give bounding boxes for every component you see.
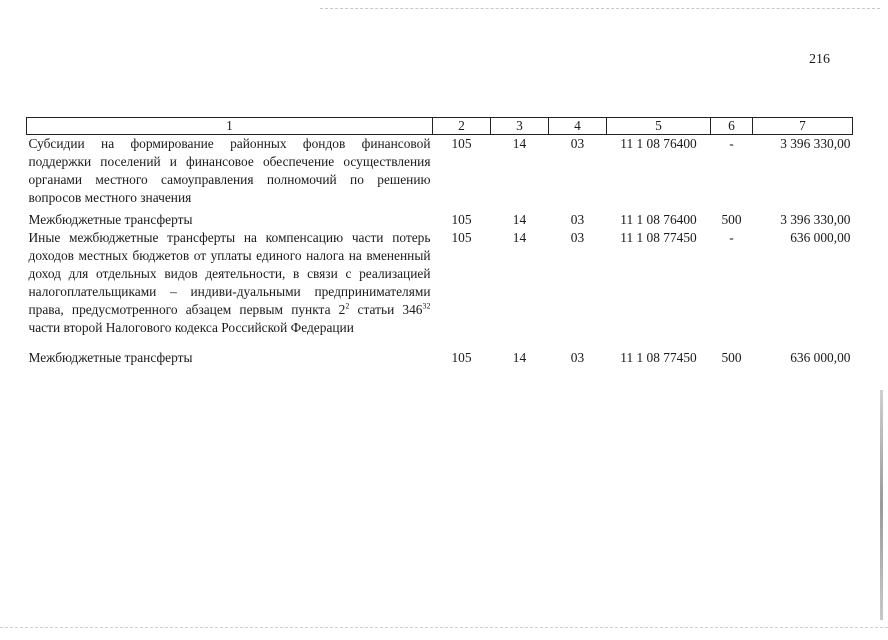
page-number: 216: [809, 52, 830, 67]
column-header-5: 5: [607, 118, 711, 135]
table-row: [27, 229, 853, 349]
row-code-6: 500: [721, 350, 742, 365]
row-code-5: 11 1 08 76400: [620, 136, 697, 151]
row-amount: 636 000,00: [790, 350, 851, 365]
budget-table: [26, 117, 853, 367]
row-description-text: части второй Налогового кодекса Российской Федерации: [28, 320, 354, 335]
column-header-2: 2: [433, 118, 491, 135]
row-code-5: 11 1 08 77450: [620, 230, 697, 245]
row-code-2: 105: [451, 212, 472, 227]
row-amount: 3 396 330,00: [780, 136, 851, 151]
scan-edge-bottom: [0, 627, 888, 629]
row-code-4: 03: [570, 136, 585, 151]
superscript: 32: [422, 301, 431, 311]
row-code-4: 03: [570, 230, 585, 245]
table-row: [27, 349, 853, 367]
row-code-4: 03: [570, 350, 585, 365]
scan-edge-top: [320, 8, 880, 10]
row-code-5: 11 1 08 76400: [620, 212, 697, 227]
column-header-1: 1: [27, 118, 433, 135]
table-row: [27, 135, 853, 212]
scan-edge-right: [880, 390, 883, 620]
row-amount: 636 000,00: [790, 230, 851, 245]
column-header-6: 6: [711, 118, 753, 135]
row-description: [27, 229, 433, 349]
row-code-6: 500: [721, 212, 742, 227]
row-code-2: 105: [451, 350, 472, 365]
row-code-2: 105: [451, 136, 472, 151]
row-code-3: 14: [512, 350, 527, 365]
row-code-3: 14: [512, 136, 527, 151]
column-header-3: 3: [491, 118, 549, 135]
row-amount: 3 396 330,00: [780, 212, 851, 227]
superscript: 2: [345, 301, 350, 311]
row-description: Субсидии на формирование районных фондов финансовой поддержки поселений и финансовое обеспечение осуществления органами местного самоуправления полномочий по решению вопросов местного значения: [28, 136, 431, 205]
row-code-6: -: [729, 136, 734, 151]
row-code-2: 105: [451, 230, 472, 245]
row-code-6: -: [729, 230, 734, 245]
row-description: Межбюджетные трансферты: [28, 212, 193, 227]
row-description-text: Иные межбюджетные трансферты на компенсацию части потерь доходов местных бюджетов от уплаты единого налога на вмененный доход для отдельных видов деятельности, в связи с реализацией налогоплательщиками – индиви-дуальными предпринимателями права, предусмотренного абзацем первым пункта 2: [28, 230, 431, 317]
column-header-7: 7: [753, 118, 853, 135]
row-code-4: 03: [570, 212, 585, 227]
row-code-5: 11 1 08 77450: [620, 350, 697, 365]
table-row: [27, 211, 853, 229]
row-code-3: 14: [512, 230, 527, 245]
row-description-text: статьи 346: [349, 302, 423, 317]
table-header-row: [27, 118, 853, 135]
column-header-4: 4: [549, 118, 607, 135]
row-code-3: 14: [512, 212, 527, 227]
row-description: Межбюджетные трансферты: [28, 350, 193, 365]
